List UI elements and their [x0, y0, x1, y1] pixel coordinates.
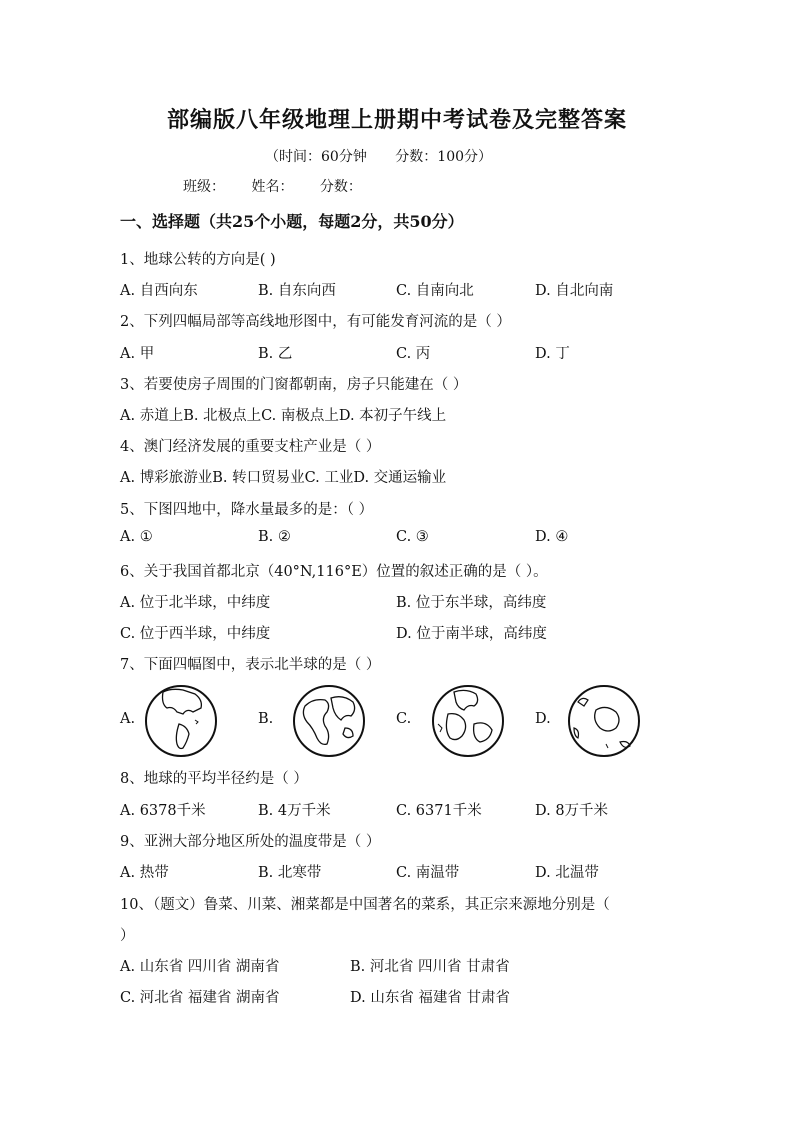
globe-d-image [566, 684, 642, 758]
q1-option-d: D. 自北向南 [535, 283, 614, 299]
question-5: 5、下图四地中，降水量最多的是：（ ） [120, 502, 374, 518]
globe-a-image [143, 684, 219, 758]
q5-option-c: C. ③ [396, 529, 429, 545]
q6-option-a: A. 位于北半球，中纬度 [120, 595, 271, 611]
q5-option-a: A. ① [120, 529, 153, 545]
section-heading: 一、选择题（共25个小题，每题2分，共50分） [120, 212, 464, 231]
q7-option-b: B. [258, 711, 274, 727]
time-text: （时间：60分钟 [265, 149, 367, 165]
q10-option-a: A. 山东省 四川省 湖南省 [120, 959, 280, 975]
question-3: 3、若要使房子周围的门窗都朝南，房子只能建在（ ） [120, 377, 468, 393]
q1-option-a: A. 自西向东 [120, 283, 198, 299]
question-1: 1、地球公转的方向是( ) [120, 252, 276, 268]
q3-options: A. 赤道上B. 北极点上C. 南极点上D. 本初子午线上 [120, 408, 447, 424]
page-title: 部编版八年级地理上册期中考试卷及完整答案 [166, 107, 627, 133]
q1-option-c: C. 自南向北 [396, 283, 474, 299]
q8-option-d: D. 8万千米 [535, 803, 609, 819]
q2-option-c: C. 丙 [396, 346, 431, 362]
q10-option-d: D. 山东省 福建省 甘肃省 [350, 990, 511, 1006]
q8-option-a: A. 6378千米 [120, 803, 206, 819]
q1-option-b: B. 自东向西 [258, 283, 336, 299]
question-10: 10、（题文）鲁菜、川菜、湘菜都是中国著名的菜系，其正宗来源地分别是（ [120, 897, 610, 913]
q7-option-c: C. [396, 711, 412, 727]
question-7: 7、下面四幅图中，表示北半球的是（ ） [120, 657, 381, 673]
question-6: 6、关于我国首都北京（40°N,116°E）位置的叙述正确的是（ ）。 [120, 564, 548, 580]
question-4: 4、澳门经济发展的重要支柱产业是（ ） [120, 439, 381, 455]
globe-b-image [291, 684, 367, 758]
student-info [183, 176, 384, 196]
q4-options: A. 博彩旅游业B. 转口贸易业C. 工业D. 交通运输业 [120, 470, 447, 486]
q2-option-d: D. 丁 [535, 346, 570, 362]
q5-option-b: B. ② [258, 529, 291, 545]
q7-option-d: D. [535, 711, 551, 727]
q6-option-b: B. 位于东半球，高纬度 [396, 595, 547, 611]
q10-option-b: B. 河北省 四川省 甘肃省 [350, 959, 510, 975]
q10-option-c: C. 河北省 福建省 湖南省 [120, 990, 280, 1006]
question-9: 9、亚洲大部分地区所处的温度带是（ ） [120, 834, 381, 850]
q7-option-a: A. [120, 711, 136, 727]
question-10-cont: ） [120, 928, 135, 944]
question-8: 8、地球的平均半径约是（ ） [120, 771, 308, 787]
q8-option-b: B. 4万千米 [258, 803, 331, 819]
q6-option-c: C. 位于西半球，中纬度 [120, 626, 271, 642]
q6-option-d: D. 位于南半球，高纬度 [396, 626, 547, 642]
name-label: 姓名： [251, 179, 294, 195]
q9-option-c: C. 南温带 [396, 865, 460, 881]
q8-option-c: C. 6371千米 [396, 803, 482, 819]
score-label: 分数： [319, 179, 362, 195]
q9-option-d: D. 北温带 [535, 865, 599, 881]
q2-option-b: B. 乙 [258, 346, 293, 362]
exam-meta [265, 146, 492, 166]
q9-option-b: B. 北寒带 [258, 865, 322, 881]
q9-option-a: A. 热带 [120, 865, 169, 881]
q5-option-d: D. ④ [535, 529, 569, 545]
class-label: 班级： [183, 179, 225, 195]
question-2: 2、下列四幅局部等高线地形图中，有可能发育河流的是（ ） [120, 314, 511, 330]
globe-c-image [430, 684, 506, 758]
total-score-text: 分数：100分） [395, 149, 493, 165]
q2-option-a: A. 甲 [120, 346, 155, 362]
